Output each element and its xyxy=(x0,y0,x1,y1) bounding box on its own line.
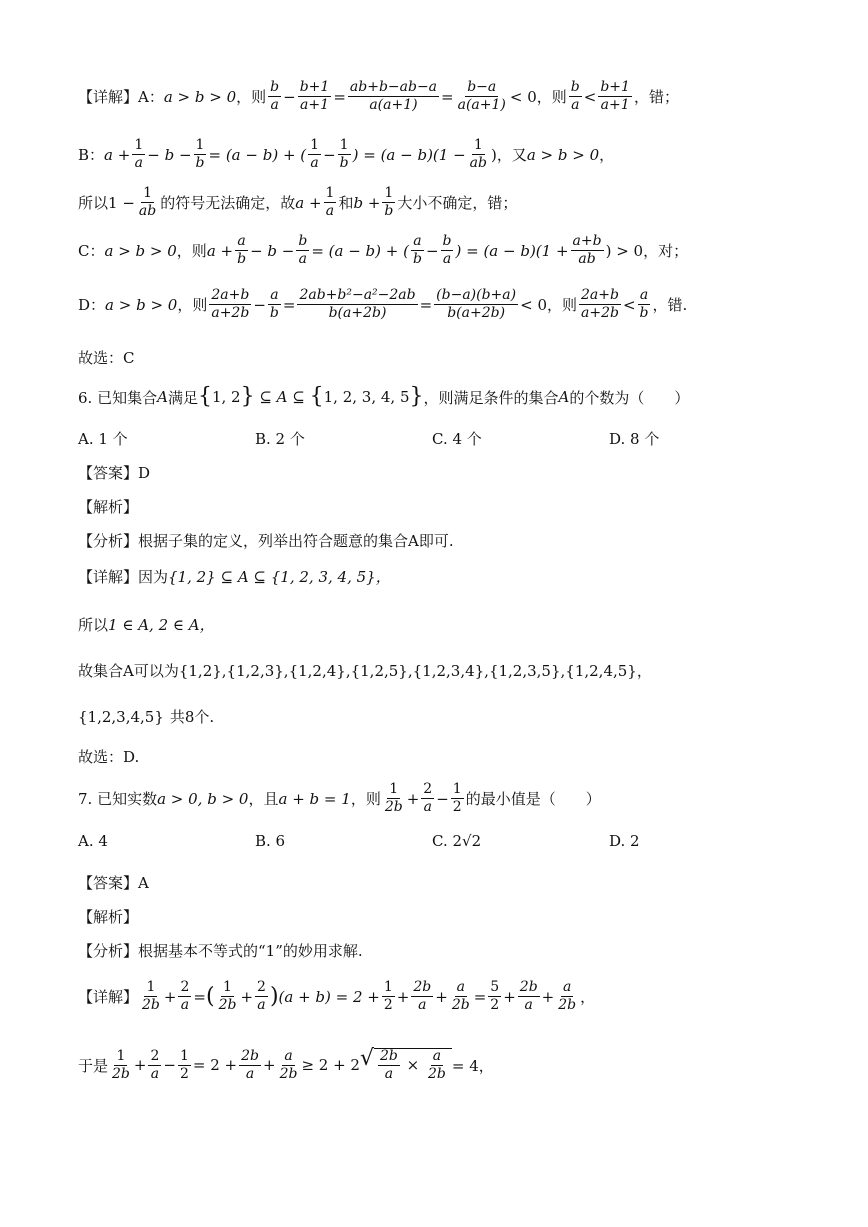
fraction: $\frac{2}{a}$ xyxy=(150,1047,160,1082)
text: 所以 xyxy=(78,616,109,634)
fraction: $\frac{2b}{a}$ xyxy=(241,1047,259,1082)
fraction: $\frac{b}{a}$ xyxy=(298,233,308,268)
condition: a > 0, b > 0 xyxy=(157,789,249,808)
text: 的个数为（ ） xyxy=(569,388,690,407)
fraction: $\frac{b}{a}$ xyxy=(270,79,280,114)
fraction: $\frac{b}{a}$ xyxy=(442,233,452,268)
fraction: $\frac{1}{2}$ xyxy=(383,979,393,1014)
q5-choice: 故选：C xyxy=(78,349,135,367)
fraction: $\frac{b+1}{a+1}$ xyxy=(299,79,330,114)
fraction: $\frac{2}{a}$ xyxy=(257,979,266,1014)
condition: a > b > 0 xyxy=(104,241,177,260)
text: ，则 xyxy=(350,790,381,809)
fraction: $\frac{2b}{a}$ xyxy=(413,979,432,1014)
q6-jiexi: 【解析】 xyxy=(78,498,139,516)
connector: ，则 xyxy=(236,88,267,107)
fraction: $\frac{1}{a}$ xyxy=(325,185,335,220)
verdict: ，错； xyxy=(633,88,679,107)
fraction: $\frac{1}{a}$ xyxy=(134,137,144,172)
text: ，且 xyxy=(248,790,279,809)
fraction: $\frac{a}{2b}$ xyxy=(558,979,577,1014)
verdict: ，对； xyxy=(643,242,689,261)
fraction: $\frac{b-a}{a(a+1)}$ xyxy=(457,79,506,114)
fraction: $\frac{b}{a}$ xyxy=(570,79,580,114)
fraction: $\frac{1}{2b}$ xyxy=(384,781,403,816)
text: 故集合A可以为 xyxy=(78,662,179,680)
verdict: 大小不确定，错； xyxy=(397,194,518,213)
q5-option-a-detail: 【详解】A： a > b > 0 ，则 $\frac{b}{a}$ − $\frac{b+1}{a+1}$ = $\frac{ab+b-ab-a}{a(a+1)}$ = $\frac{b-a}{a(a+1)}$ < 0 ，则 $\frac{b}{a}$ < $\frac{b+1}{a+1}$ ，错； xyxy=(78,79,679,114)
connector: ，又 xyxy=(496,146,527,165)
set-list: {1,2},{1,2,3},{1,2,4},{1,2,5},{1,2,3,4},{1,2,3,5},{1,2,4,5}， xyxy=(178,662,652,680)
fraction: $\frac{ab+b-ab-a}{a(a+1)}$ xyxy=(349,79,438,114)
fraction: $\frac{1}{b}$ xyxy=(384,185,394,220)
q6-membership xyxy=(78,614,215,635)
q6-stem: 6. 已知集合 A 满足 { 1, 2 } ⊆ A ⊆ { 1, 2, 3, 4, 5 } ，则满足条件的集合 A 的个数为（ ） xyxy=(78,384,690,409)
condition: a > b > 0 xyxy=(163,87,237,106)
connector: ，则 xyxy=(547,296,578,315)
fraction: $\frac{a}{b}$ xyxy=(269,287,279,322)
fraction: $\frac{1}{b}$ xyxy=(339,137,349,172)
set: {1,2,3,4,5} xyxy=(78,707,164,726)
fraction: $\frac{2b}{a}$ xyxy=(519,979,538,1014)
text: 所以 xyxy=(78,194,109,213)
option-d: D. 2 xyxy=(609,832,640,850)
fraction: $\frac{a}{2b}$ xyxy=(451,979,470,1014)
text: 的最小值是（ ） xyxy=(465,790,601,809)
q5-option-b-detail: B： a + $\frac{1}{a}$ − b − $\frac{1}{b}$ = (a − b) + ( $\frac{1}{a}$ − $\frac{1}{b}$ ) = (a − b)(1 − $\frac{1}{ab}$ ) ，又 a > b > 0 ， xyxy=(78,137,615,172)
text: ，则满足条件的集合 xyxy=(423,388,559,407)
fraction: $\frac{b+1}{a+1}$ xyxy=(600,79,630,114)
option-b: B. 6 xyxy=(255,832,286,850)
fraction: $\frac{a}{2b}$ xyxy=(279,1047,298,1082)
fraction: $\frac{1}{ab}$ xyxy=(469,137,487,172)
q6-detail xyxy=(78,566,391,587)
fraction: $\frac{1}{2b}$ xyxy=(142,979,160,1014)
fraction: $\frac{5}{2}$ xyxy=(490,979,500,1014)
fraction: $\frac{a}{b}$ xyxy=(412,233,422,268)
q6-count xyxy=(78,706,214,727)
text: 和 xyxy=(338,194,354,213)
option-label: B： xyxy=(78,146,105,165)
q6-analysis: 【分析】根据子集的定义，列举出符合题意的集合A即可. xyxy=(78,532,454,550)
q6-answer: 【答案】D xyxy=(78,464,151,482)
option-a: A. 4 xyxy=(78,832,108,850)
q7-jiexi: 【解析】 xyxy=(78,908,139,926)
q5-option-d-detail: D： a > b > 0 ，则 $\frac{2a+b}{a+2b}$ − $\frac{a}{b}$ = $\frac{\text{2ab+b²−a²−2ab}}{b(a+2b)}$ = $\frac{(b-a)(b+a)}{b(a+2b)}$ < 0 ，则 $\frac{2a+b}{a+2b}$ < $\frac{a}{b}$ ，错. xyxy=(78,287,688,322)
fraction: $\frac{a}{b}$ xyxy=(237,233,247,268)
option-d: D. 8 个 xyxy=(609,430,660,448)
fraction: $\frac{2b}{a}$ xyxy=(380,1048,398,1083)
text: 7. 已知实数 xyxy=(78,790,158,809)
text: 于是 xyxy=(78,1056,109,1075)
q6-options xyxy=(78,428,818,449)
q6-sets xyxy=(78,660,652,681)
connector: ，则 xyxy=(177,296,208,315)
q7-inequality: 于是 $\frac{1}{2b}$ + $\frac{2}{a}$ − $\frac{1}{2}$ = 2 + $\frac{2b}{a}$ + $\frac{a}{2b}$ ≥ 2 + 2 √ $\frac{2b}{a}$ × $\frac{a}{2b}$ = 4， xyxy=(78,1046,494,1083)
fraction: $\frac{a+b}{ab}$ xyxy=(572,233,602,268)
text: 6. 已知集合 xyxy=(78,388,158,407)
text: 的符号无法确定，故 xyxy=(160,194,296,213)
fraction: $\frac{2}{a}$ xyxy=(180,979,190,1014)
detail-tag: 【详解】因为 xyxy=(78,568,169,586)
detail-tag: 【详解】A： xyxy=(78,88,164,107)
expression: {1, 2} ⊆ A ⊆ {1, 2, 3, 4, 5}， xyxy=(168,568,391,586)
fraction: $\frac{2a+b}{a+2b}$ xyxy=(211,287,250,322)
option-c: C. 2√2 xyxy=(432,832,482,850)
option-c: C. 4 个 xyxy=(432,430,482,448)
q5-option-b-conclusion: 所以 1 − $\frac{1}{ab}$ 的符号无法确定，故 a + $\frac{1}{a}$ 和 b + $\frac{1}{b}$ 大小不确定，错； xyxy=(78,185,518,220)
fraction: $\frac{1}{2}$ xyxy=(179,1047,189,1082)
fraction: $\frac{2}{a}$ xyxy=(423,781,433,816)
q7-stem: 7. 已知实数 a > 0, b > 0 ，且 a + b = 1 ，则 $\frac{1}{2b}$ + $\frac{2}{a}$ − $\frac{1}{2}$ 的最小值是（ ） xyxy=(78,781,601,816)
option-label: C： xyxy=(78,242,105,261)
option-label: D： xyxy=(78,296,106,315)
connector: ，则 xyxy=(536,88,567,107)
q7-options xyxy=(78,832,818,850)
option-a: A. 1 个 xyxy=(78,430,128,448)
square-root: √ $\frac{2b}{a}$ × $\frac{a}{2b}$ xyxy=(360,1048,452,1083)
fraction: $\frac{1}{2b}$ xyxy=(218,979,237,1014)
condition: a > b > 0 xyxy=(526,145,600,164)
condition: a > b > 0 xyxy=(105,295,178,314)
q7-detail: 【详解】 $\frac{1}{2b}$ + $\frac{2}{a}$ = ( $\frac{1}{2b}$ + $\frac{2}{a}$ ) (a + b) = 2 + $\frac{1}{2}$ + $\frac{2b}{a}$ + $\frac{a}{2b}$ = $\frac{5}{2}$ + $\frac{2b}{a}$ + $\frac{a}{2b}$ ， xyxy=(78,979,596,1014)
fraction: $\frac{a}{2b}$ xyxy=(428,1048,446,1083)
q5-option-c-detail: C： a > b > 0 ，则 a + $\frac{a}{b}$ − b − $\frac{b}{a}$ = (a − b) + ( $\frac{a}{b}$ − $\frac{b}{a}$ ) = (a − b)(1 + $\frac{a+b}{ab}$ ) > 0 ，对； xyxy=(78,233,689,268)
fraction: $\frac{1}{a}$ xyxy=(310,137,320,172)
condition: a + b = 1 xyxy=(278,789,351,808)
verdict: ，错. xyxy=(652,296,688,315)
fraction: $\frac{1}{2}$ xyxy=(452,781,462,816)
q6-choice: 故选：D. xyxy=(78,748,140,766)
fraction: $\frac{2a+b}{a+2b}$ xyxy=(581,287,619,322)
q7-analysis: 【分析】根据基本不等式的“1”的妙用求解. xyxy=(78,942,363,960)
text: 共8个. xyxy=(169,708,215,726)
text: 满足 xyxy=(167,388,198,407)
fraction: $\frac{\text{2ab+b²−a²−2ab}}{b(a+2b)}$ xyxy=(299,287,416,322)
option-b: B. 2 个 xyxy=(255,430,305,448)
expression: 1 ∈ A, 2 ∈ A， xyxy=(108,616,215,634)
connector: ，则 xyxy=(176,242,207,261)
fraction: $\frac{1}{2b}$ xyxy=(112,1047,130,1082)
fraction: $\frac{1}{ab}$ xyxy=(138,185,157,220)
detail-tag: 【详解】 xyxy=(78,988,139,1007)
fraction: $\frac{1}{b}$ xyxy=(195,137,205,172)
q7-answer: 【答案】A xyxy=(78,874,149,892)
fraction: $\frac{a}{b}$ xyxy=(639,287,649,322)
fraction: $\frac{(b-a)(b+a)}{b(a+2b)}$ xyxy=(436,287,517,322)
